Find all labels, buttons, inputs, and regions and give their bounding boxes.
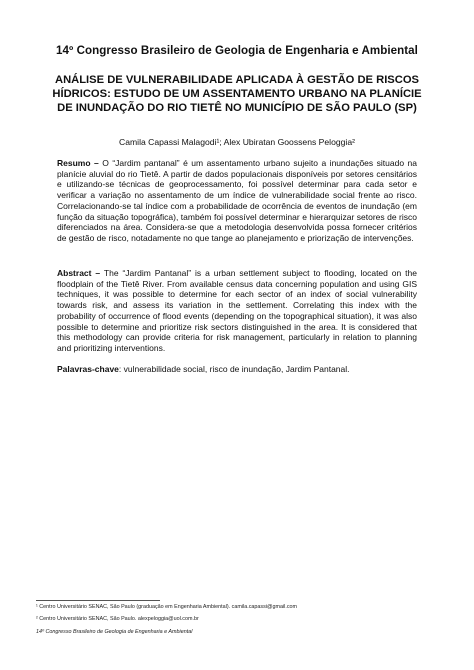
footnote-2: ² Centro Universitário SENAC, São Paulo. alexpeloggia@uol.com.br xyxy=(36,616,199,622)
paper-title xyxy=(50,73,424,116)
keywords-paragraph xyxy=(57,364,417,375)
abstract-label: Abstract – xyxy=(57,268,101,278)
resumo-label: Resumo – xyxy=(57,158,99,168)
title-line-3: DE INUNDAÇÃO DO RIO TIETÊ NO MUNICÍPIO DE SÃO PAULO (SP) xyxy=(57,102,417,115)
authors-line: Camila Capassi Malagodi¹; Alex Ubiratan Goossens Peloggia² xyxy=(119,137,355,147)
footnote-divider xyxy=(36,600,160,601)
resumo-text: O “Jardim pantanal” é um assentamento urbano sujeito a inundações situado na planície aluvial do rio Tietê. A partir de dados populacionais disponíveis por setores censitários e utilizando-se técnicas de geoprocessamento, foi possível determinar para cada setor e verificar a variação no assentamento de um índice de vulnerabilidade social frente ao risco. Correlacionando-se tal índice com a probabilidade de ocorrência de eventos de inundação (em função da situação topográfica), também foi possível determinar e hierarquizar setores de risco diferenciados na área. Considera-se que a metodologia desenvolvida possa fornecer critérios de gestão de risco, notadamente no que tange ao planejamento e priorização de intervenções. xyxy=(57,158,417,243)
congress-heading: 14º Congresso Brasileiro de Geologia de Engenharia e Ambiental xyxy=(56,44,418,57)
footnote-1: ¹ Centro Universitário SENAC, São Paulo (graduação em Engenharia Ambiental). camila.capassi@gmail.com xyxy=(36,604,298,610)
title-line-1: ANÁLISE DE VULNERABILIDADE APLICADA À GESTÃO DE RISCOS xyxy=(54,74,420,86)
abstract-text: The “Jardim Pantanal” is a urban settlement subject to flooding, located on the floodplain of the Tietê River. From available census data concerning population and using GIS techniques, it was possible to determine for each sector of an index of social vulnerability towards risk, and assess its variation in the settlement. Correlating this index with the probability of occurrence of flood events (depending on the topographical situation), it was also possible to determine and prioritize risk sectors distinguished in the area. It is considered that this methodology can provide criteria for risk management, particularly in relation to planning and prioritizing interventions. xyxy=(57,268,417,353)
abstract-paragraph xyxy=(57,268,417,354)
resumo-paragraph xyxy=(57,158,417,244)
keywords-text: : vulnerabilidade social, risco de inundação, Jardim Pantanal. xyxy=(118,364,350,374)
page-footer: 14º Congresso Brasileiro de Geologia de Engenharia e Ambiental xyxy=(36,629,193,635)
keywords-label: Palavras-chave xyxy=(57,364,119,374)
title-line-2: HÍDRICOS: ESTUDO DE UM ASSENTAMENTO URBANO NA PLANÍCIE xyxy=(52,88,422,101)
